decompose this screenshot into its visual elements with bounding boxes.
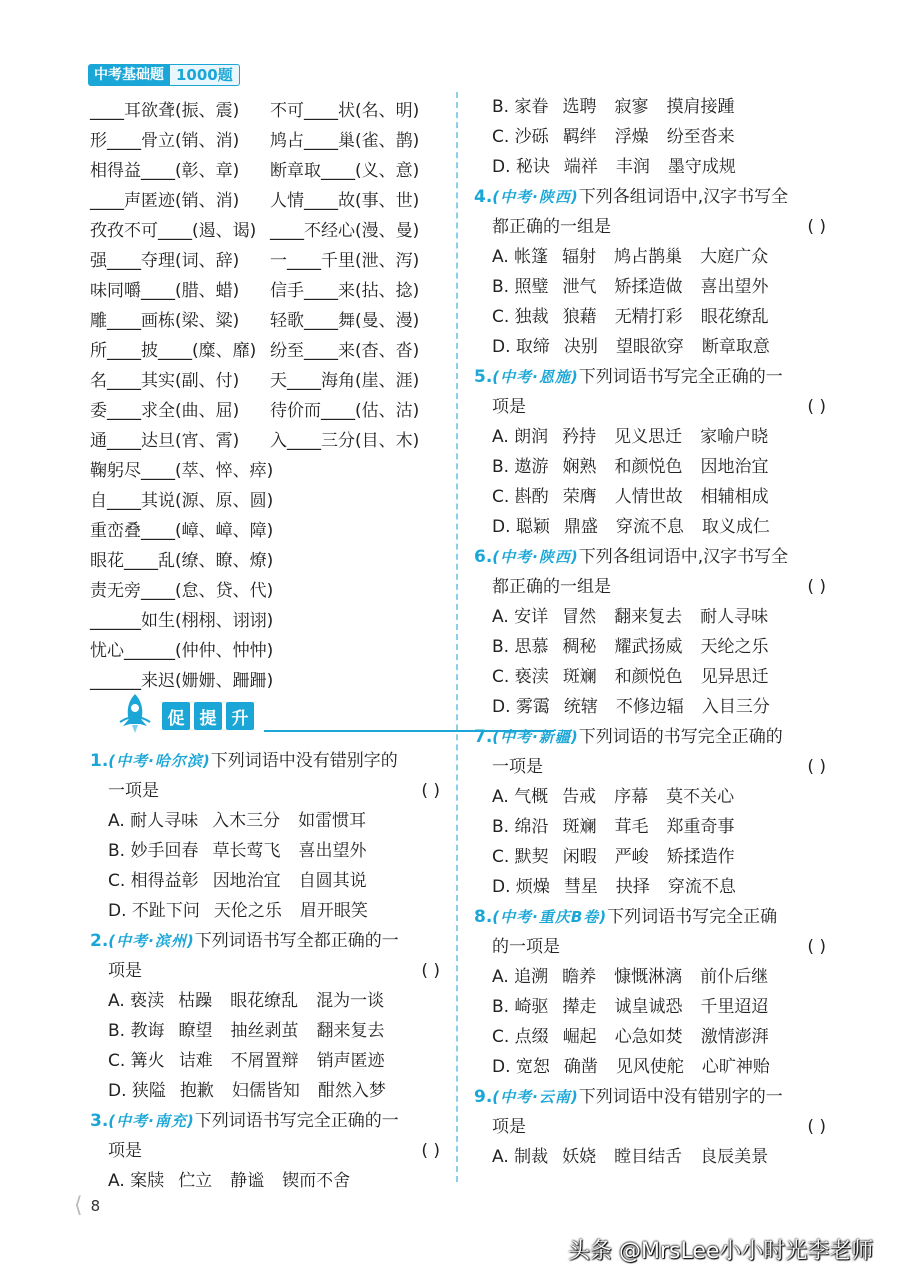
option-word: B. 教诲 <box>108 1021 165 1041</box>
option-word: 闲暇 <box>562 847 597 867</box>
option-word: 翻来复去 <box>614 607 683 627</box>
option-word: C. 亵渎 <box>492 667 549 687</box>
option-word: 如雷惯耳 <box>298 811 367 831</box>
question-stem-cont <box>90 776 440 806</box>
question-number: 9. <box>474 1087 493 1107</box>
question-source: (中考·南充) <box>108 1112 195 1130</box>
pair-item <box>273 486 450 516</box>
pair-row <box>90 456 450 486</box>
option-word: 家喻户晓 <box>700 427 769 447</box>
pair-row <box>90 396 450 426</box>
option-word: 泄气 <box>562 277 597 297</box>
option-row <box>90 896 440 926</box>
option-word: 严峻 <box>614 847 649 867</box>
option-word: 眉开眼笑 <box>299 901 368 921</box>
pair-item: 强____夺理(词、辞) <box>90 251 240 271</box>
question-text: 项是 <box>492 1117 526 1137</box>
option-word: 荣膺 <box>562 487 597 507</box>
option-word: D. 聪颖 <box>492 517 550 537</box>
pair-row <box>90 636 450 666</box>
option-word: 墨守成规 <box>667 157 736 177</box>
pair-item: ____不经心(漫、曼) <box>270 221 420 241</box>
option-word: A. 安详 <box>492 607 549 627</box>
option-word: C. 点缀 <box>492 1027 549 1047</box>
option-word: 心旷神贻 <box>701 1057 770 1077</box>
question-text: 下列词语书写全都正确的一 <box>194 931 399 951</box>
question-text: 下列词语书写完全正确的一 <box>194 1111 399 1131</box>
pair-item: 鸠占____巢(雀、鹊) <box>270 131 420 151</box>
option-word: B. 崎驱 <box>492 997 549 1017</box>
pair-item: ______来迟(姗姗、跚跚) <box>90 671 274 691</box>
questions-right-column <box>474 92 826 1172</box>
option-word: 辐射 <box>562 247 597 267</box>
option-word: B. 绵沿 <box>492 817 549 837</box>
option-row <box>474 272 826 302</box>
question-stem <box>474 542 826 572</box>
option-row <box>474 962 826 992</box>
question-stem <box>90 1106 440 1136</box>
question-text: 一项是 <box>108 781 159 801</box>
option-row <box>90 1016 440 1046</box>
question-text: 的一项是 <box>492 937 560 957</box>
question-source: (中考·陕西) <box>492 548 579 566</box>
pair-item: 入____三分(目、木) <box>270 431 420 451</box>
option-word: 和颜悦色 <box>614 667 683 687</box>
answer-blank: ( ) <box>421 1141 440 1161</box>
option-word: 确凿 <box>563 1057 598 1077</box>
option-word: 选聘 <box>562 97 597 117</box>
option-row <box>474 332 826 362</box>
pair-item: 委____求全(曲、屈) <box>90 401 240 421</box>
option-word: C. 独裁 <box>492 307 549 327</box>
option-word: 见异思迁 <box>700 667 769 687</box>
question-source: (中考·滨州) <box>108 932 195 950</box>
option-word: 茸毛 <box>614 817 649 837</box>
pair-row <box>90 336 450 366</box>
option-word: A. 案牍 <box>108 1171 165 1191</box>
option-word: 见义思迁 <box>614 427 683 447</box>
answer-blank: ( ) <box>807 397 826 417</box>
pair-row <box>90 426 450 456</box>
pair-row <box>90 276 450 306</box>
option-word: 丰润 <box>615 157 650 177</box>
option-row <box>474 692 826 722</box>
option-word: 抉择 <box>615 877 650 897</box>
option-word: 因地治宜 <box>700 457 769 477</box>
option-word: 撵走 <box>562 997 597 1017</box>
pair-item: 一____千里(泄、泻) <box>270 251 420 271</box>
option-word: 穿流不息 <box>667 877 736 897</box>
option-word: D. 秘诀 <box>492 157 550 177</box>
pair-item: 责无旁____(怠、贷、代) <box>90 581 274 601</box>
pair-item: 待价而____(估、沽) <box>270 401 420 421</box>
option-word: 统辖 <box>563 697 598 717</box>
option-word: 狼藉 <box>562 307 597 327</box>
question-source: (中考·云南) <box>492 1088 579 1106</box>
option-row <box>474 92 826 122</box>
question-text: 都正确的一组是 <box>492 577 611 597</box>
pair-item <box>273 576 450 606</box>
question-stem <box>474 362 826 392</box>
option-word: 因地治宜 <box>212 871 281 891</box>
option-row <box>474 482 826 512</box>
question-source: (中考·恩施) <box>492 368 579 386</box>
pair-item: 相得益____(彰、章) <box>90 161 240 181</box>
pair-row <box>90 606 450 636</box>
option-word: B. 妙手回春 <box>108 841 199 861</box>
question-stem <box>474 1082 826 1112</box>
option-word: 寂寥 <box>614 97 649 117</box>
pair-row <box>90 96 450 126</box>
option-word: A. 亵渎 <box>108 991 165 1011</box>
watermark: 头条 @MrsLee小小时光李老师 <box>568 1239 874 1264</box>
option-row <box>474 122 826 152</box>
option-word: 销声匿迹 <box>316 1051 385 1071</box>
option-word: D. 取缔 <box>492 337 550 357</box>
pair-item: 轻歌____舞(曼、漫) <box>270 311 420 331</box>
pair-row <box>90 246 450 276</box>
option-row <box>90 1166 440 1196</box>
answer-blank: ( ) <box>807 757 826 777</box>
option-word: C. 篝火 <box>108 1051 165 1071</box>
option-word: 稠秘 <box>562 637 597 657</box>
section-header <box>114 690 442 738</box>
option-word: 矫揉造做 <box>614 277 683 297</box>
option-word: 穿流不息 <box>615 517 684 537</box>
option-word: 斑斓 <box>562 667 597 687</box>
pair-item: 信手____来(拈、捻) <box>270 281 420 301</box>
series-header <box>88 64 240 86</box>
option-word: 不屑置辩 <box>230 1051 299 1071</box>
option-word: 决别 <box>563 337 598 357</box>
option-word: 诘难 <box>178 1051 213 1071</box>
option-word: 娴熟 <box>562 457 597 477</box>
option-word: 眼花缭乱 <box>230 991 299 1011</box>
option-row <box>474 1022 826 1052</box>
question-number: 3. <box>90 1111 109 1131</box>
option-row <box>474 242 826 272</box>
option-row <box>474 602 826 632</box>
answer-blank: ( ) <box>807 1117 826 1137</box>
answer-blank: ( ) <box>421 781 440 801</box>
option-word: 断章取意 <box>701 337 770 357</box>
option-word: A. 制裁 <box>492 1147 549 1167</box>
pair-item: 所____披____(糜、靡) <box>90 341 257 361</box>
option-row <box>474 872 826 902</box>
option-word: A. 耐人寻味 <box>108 811 199 831</box>
pair-row <box>90 306 450 336</box>
question-text: 都正确的一组是 <box>492 217 611 237</box>
pair-row <box>90 126 450 156</box>
pair-item: 通____达旦(宵、霄) <box>90 431 240 451</box>
answer-blank: ( ) <box>807 937 826 957</box>
question-stem-cont <box>474 1112 826 1142</box>
questions-left-column <box>90 746 440 1196</box>
option-word: 告戒 <box>562 787 597 807</box>
question-stem <box>474 182 826 212</box>
pair-item <box>273 516 450 546</box>
option-word: D. 雾霭 <box>492 697 550 717</box>
pair-item: 忧心______(仲仲、忡忡) <box>90 641 274 661</box>
option-row <box>474 662 826 692</box>
option-word: 取义成仁 <box>701 517 770 537</box>
option-word: 瞠目结舌 <box>614 1147 683 1167</box>
option-row <box>474 1052 826 1082</box>
option-word: C. 斟酌 <box>492 487 549 507</box>
option-word: 抽丝剥茧 <box>230 1021 299 1041</box>
pair-item <box>273 546 450 576</box>
option-word: 斑斓 <box>562 817 597 837</box>
option-word: 羁绊 <box>562 127 597 147</box>
pair-item: ______如生(栩栩、诩诩) <box>90 611 274 631</box>
rocket-icon <box>118 692 152 734</box>
option-word: A. 帐篷 <box>492 247 549 267</box>
pair-item: 形____骨立(销、消) <box>90 131 240 151</box>
question-stem-cont <box>90 956 440 986</box>
option-row <box>474 992 826 1022</box>
pair-item: ____耳欲聋(振、震) <box>90 101 240 121</box>
option-word: 天纶之乐 <box>700 637 769 657</box>
option-word: C. 默契 <box>492 847 549 867</box>
question-source: (中考·重庆B卷) <box>492 908 608 926</box>
pair-row <box>90 216 450 246</box>
series-count: 1000题 <box>170 64 240 86</box>
question-stem <box>90 746 440 776</box>
option-row <box>474 842 826 872</box>
question-text: 项是 <box>108 1141 142 1161</box>
option-word: A. 追溯 <box>492 967 549 987</box>
option-word: 入木三分 <box>212 811 281 831</box>
question-stem-cont <box>474 752 826 782</box>
option-word: B. 思慕 <box>492 637 549 657</box>
option-word: A. 朗润 <box>492 427 549 447</box>
question-source: (中考·陕西) <box>492 188 579 206</box>
option-word: 鼎盛 <box>563 517 598 537</box>
option-word: 自圆其说 <box>298 871 367 891</box>
pair-item <box>273 636 450 666</box>
option-word: 翻来复去 <box>316 1021 385 1041</box>
option-word: 耐人寻味 <box>700 607 769 627</box>
option-word: 枯躁 <box>178 991 213 1011</box>
question-number: 5. <box>474 367 493 387</box>
option-word: 耀武扬威 <box>614 637 683 657</box>
option-word: 摸肩接踵 <box>666 97 735 117</box>
page-brace-icon: ⟨ <box>74 1193 83 1218</box>
option-word: 锲而不舍 <box>282 1171 351 1191</box>
pair-item: 重峦叠____(嶂、嶂、障) <box>90 521 274 541</box>
question-number: 2. <box>90 931 109 951</box>
option-word: 无精打彩 <box>614 307 683 327</box>
option-word: D. 烦燥 <box>492 877 550 897</box>
option-word: 伫立 <box>178 1171 213 1191</box>
option-word: 喜出望外 <box>700 277 769 297</box>
pair-row <box>90 486 450 516</box>
section-char-1: 促 <box>162 702 190 730</box>
pair-item: 味同嚼____(腊、蜡) <box>90 281 240 301</box>
pair-item: 眼花____乱(缭、瞭、燎) <box>90 551 274 571</box>
pair-item: ____声匿迹(销、消) <box>90 191 240 211</box>
fill-in-pairs <box>90 96 450 696</box>
question-text: 下列词语的书写完全正确的 <box>578 727 783 747</box>
question-number: 8. <box>474 907 493 927</box>
option-word: D. 狭隘 <box>108 1081 166 1101</box>
option-word: 千里迢迢 <box>700 997 769 1017</box>
pair-item <box>273 456 450 486</box>
question-text: 下列词语中没有错别字的一 <box>578 1087 783 1107</box>
question-text: 项是 <box>108 961 142 981</box>
question-text: 一项是 <box>492 757 543 777</box>
option-word: 喜出望外 <box>298 841 367 861</box>
option-word: 望眼欲穿 <box>615 337 684 357</box>
option-word: C. 相得益彰 <box>108 871 199 891</box>
option-word: 眼花缭乱 <box>700 307 769 327</box>
section-char-3: 升 <box>226 702 254 730</box>
option-word: 郑重奇事 <box>666 817 735 837</box>
question-text: 下列各组词语中,汉字书写全 <box>578 547 789 567</box>
option-row <box>90 866 440 896</box>
option-word: 大庭广众 <box>700 247 769 267</box>
pair-item: 孜孜不可____(遏、谒) <box>90 221 257 241</box>
pair-item: 天____海角(崖、涯) <box>270 371 420 391</box>
option-row <box>90 836 440 866</box>
option-word: C. 沙砾 <box>492 127 549 147</box>
option-word: 静谧 <box>230 1171 265 1191</box>
option-row <box>474 632 826 662</box>
pair-row <box>90 576 450 606</box>
option-word: 抱歉 <box>179 1081 214 1101</box>
option-word: 瞻养 <box>562 967 597 987</box>
pair-row <box>90 366 450 396</box>
question-stem <box>474 902 826 932</box>
option-word: 彗星 <box>563 877 598 897</box>
pair-row <box>90 516 450 546</box>
option-row <box>90 1076 440 1106</box>
option-word: 鸠占鹊巢 <box>614 247 683 267</box>
pair-item: 雕____画栋(梁、粱) <box>90 311 240 331</box>
question-number: 7. <box>474 727 493 747</box>
pair-item: 断章取____(义、意) <box>270 161 420 181</box>
option-row <box>90 806 440 836</box>
pair-item: 人情____故(事、世) <box>270 191 420 211</box>
option-row <box>474 812 826 842</box>
page-number-text: 8 <box>90 1196 101 1215</box>
question-number: 1. <box>90 751 109 771</box>
option-word: 矫揉造作 <box>666 847 735 867</box>
question-stem <box>474 722 826 752</box>
option-row <box>474 152 826 182</box>
option-row <box>90 986 440 1016</box>
option-word: B. 家眷 <box>492 97 549 117</box>
pair-item <box>273 606 450 636</box>
option-word: B. 遨游 <box>492 457 549 477</box>
option-word: B. 照璧 <box>492 277 549 297</box>
option-row <box>474 782 826 812</box>
option-word: 酣然入梦 <box>317 1081 386 1101</box>
question-text: 下列各组词语中,汉字书写全 <box>578 187 789 207</box>
option-row <box>474 452 826 482</box>
option-word: D. 宽恕 <box>492 1057 550 1077</box>
question-source: (中考·哈尔滨) <box>108 752 211 770</box>
question-text: 下列词语书写完全正确 <box>607 907 778 927</box>
page-number <box>74 1193 100 1218</box>
option-word: 瞭望 <box>178 1021 213 1041</box>
option-word: 诚皇诚恐 <box>614 997 683 1017</box>
pair-item: 鞠躬尽____(萃、悴、瘁) <box>90 461 274 481</box>
option-row <box>474 422 826 452</box>
option-word: 心急如焚 <box>614 1027 683 1047</box>
question-stem-cont <box>474 392 826 422</box>
option-word: A. 气概 <box>492 787 549 807</box>
question-source: (中考·新疆) <box>492 728 579 746</box>
option-word: 端祥 <box>563 157 598 177</box>
section-char-2: 提 <box>194 702 222 730</box>
answer-blank: ( ) <box>421 961 440 981</box>
question-number: 4. <box>474 187 493 207</box>
option-word: 莫不关心 <box>666 787 735 807</box>
pair-item: 自____其说(源、原、圆) <box>90 491 274 511</box>
question-number: 6. <box>474 547 493 567</box>
option-word: 入目三分 <box>701 697 770 717</box>
option-word: 纷至沓来 <box>666 127 735 147</box>
option-word: 浮燥 <box>614 127 649 147</box>
series-title: 中考基础题 <box>88 64 170 86</box>
option-word: 冒然 <box>562 607 597 627</box>
option-row <box>474 1142 826 1172</box>
option-word: 妖娆 <box>562 1147 597 1167</box>
option-word: 不修边辐 <box>615 697 684 717</box>
option-word: 混为一谈 <box>316 991 385 1011</box>
option-word: 崛起 <box>562 1027 597 1047</box>
option-row <box>474 302 826 332</box>
question-stem-cont <box>474 212 826 242</box>
pair-item: 纷至____来(杳、沓) <box>270 341 420 361</box>
option-word: 和颜悦色 <box>614 457 683 477</box>
question-text: 下列词语书写完全正确的一 <box>578 367 783 387</box>
option-word: 草长莺飞 <box>212 841 281 861</box>
pair-row <box>90 546 450 576</box>
option-word: 见风使舵 <box>615 1057 684 1077</box>
question-stem <box>90 926 440 956</box>
option-row <box>90 1046 440 1076</box>
column-divider <box>456 92 458 1182</box>
question-text: 项是 <box>492 397 526 417</box>
option-word: 相辅相成 <box>700 487 769 507</box>
option-word: 人情世故 <box>614 487 683 507</box>
option-word: D. 不趾下问 <box>108 901 200 921</box>
answer-blank: ( ) <box>807 577 826 597</box>
option-word: 激情澎湃 <box>700 1027 769 1047</box>
option-word: 慷慨淋漓 <box>614 967 683 987</box>
option-row <box>474 512 826 542</box>
question-stem-cont <box>474 932 826 962</box>
option-word: 前仆后继 <box>700 967 769 987</box>
option-word: 天伦之乐 <box>213 901 282 921</box>
pair-row <box>90 186 450 216</box>
pair-item: 名____其实(副、付) <box>90 371 240 391</box>
answer-blank: ( ) <box>807 217 826 237</box>
option-word: 序幕 <box>614 787 649 807</box>
option-word: 妇儒皆知 <box>231 1081 300 1101</box>
option-word: 良辰美景 <box>700 1147 769 1167</box>
question-stem-cont <box>474 572 826 602</box>
pair-row <box>90 156 450 186</box>
question-stem-cont <box>90 1136 440 1166</box>
pair-item: 不可____状(名、明) <box>270 101 420 121</box>
option-word: 矜持 <box>562 427 597 447</box>
question-text: 下列词语中没有错别字的 <box>210 751 398 771</box>
